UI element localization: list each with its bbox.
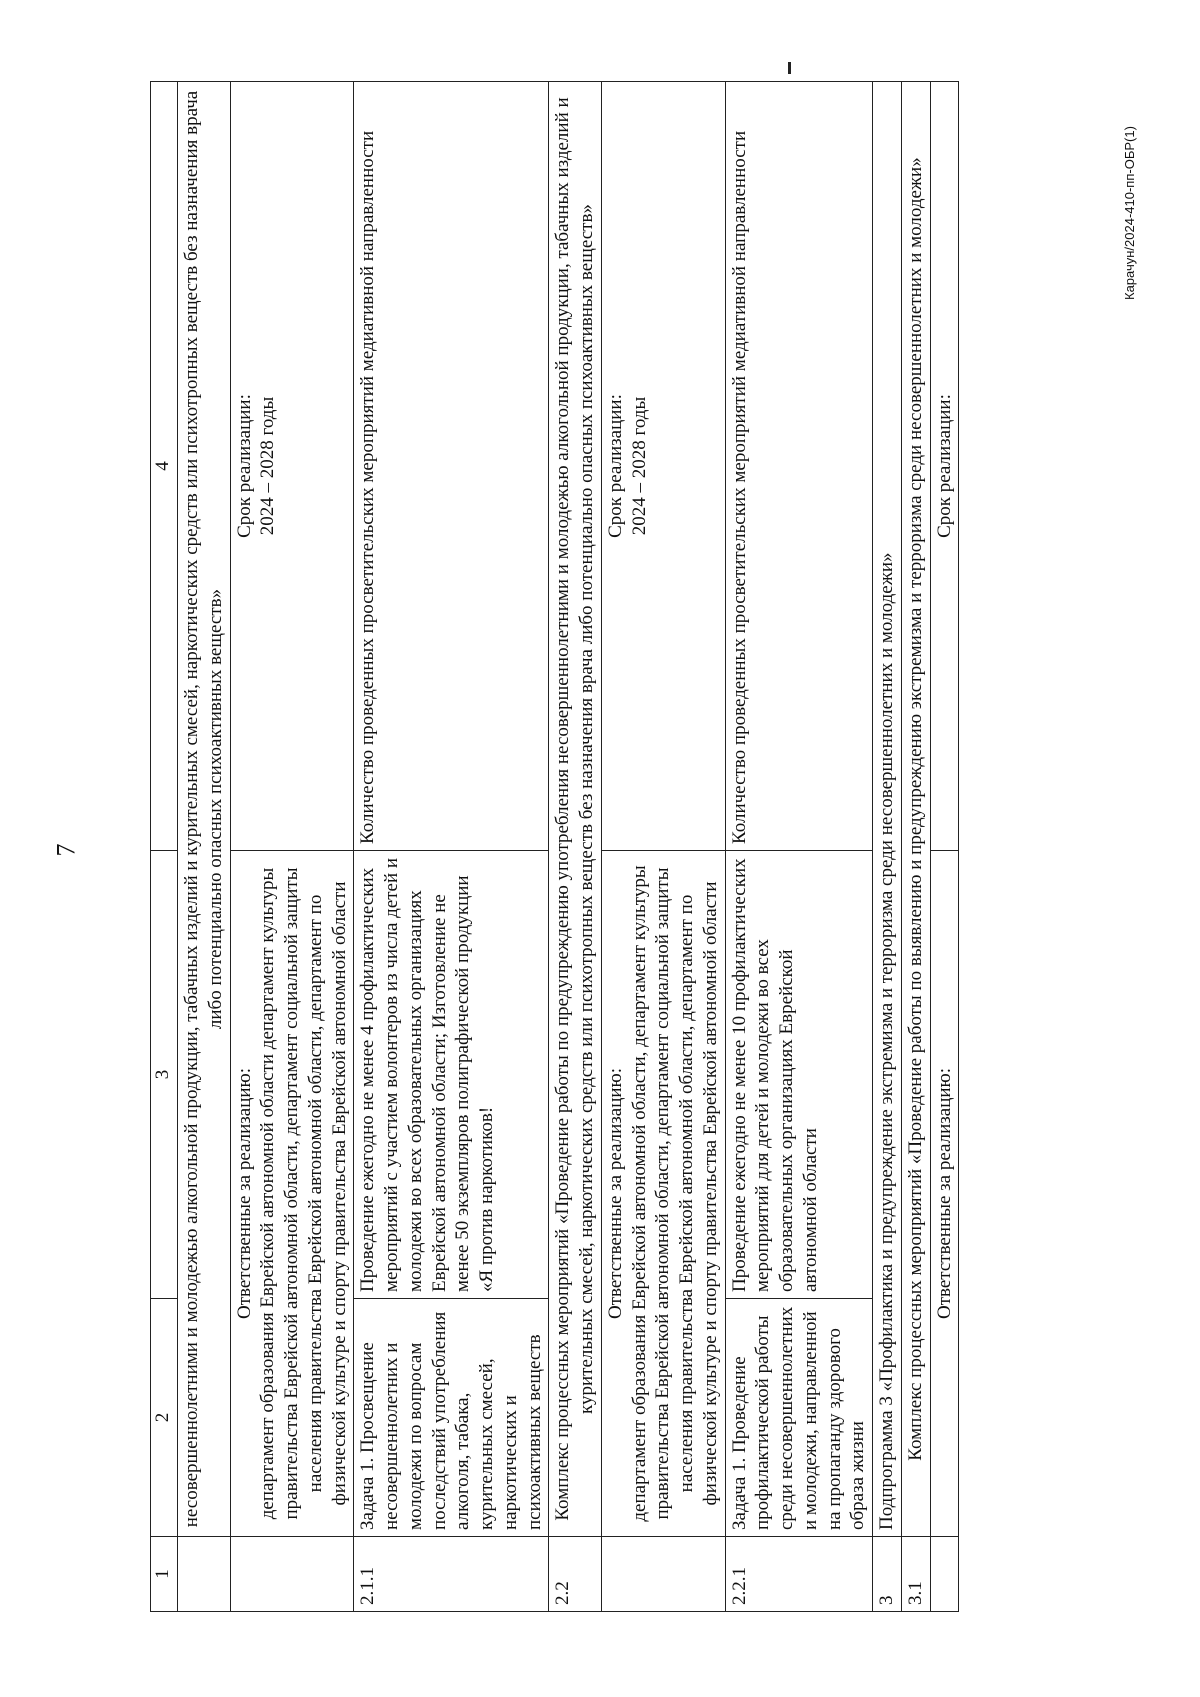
row-number: 3 bbox=[873, 1537, 902, 1612]
term-value: 2024 – 2028 годы bbox=[628, 396, 650, 536]
complex-cell: Комплекс процессных мероприятий «Проведение работы по предупреждению употребления несовершеннолетними и молодежью алкогольной продукции, табачных изделий и курительных смесей, наркотических средств или психотропных веществ без назначения врача либо потенциально опасных психоактивных веществ» bbox=[549, 82, 602, 1537]
term-value: 2024 – 2028 годы bbox=[257, 396, 279, 536]
indicator-cell: Количество проведенных просветительских мероприятий медиативной направленности bbox=[354, 82, 549, 851]
responsible-label: Ответственные за реализацию: bbox=[233, 1067, 255, 1320]
task-cell: Задача 1. Просвещение несовершеннолетних и молодежи по вопросам последствий употребления алкоголя, табака, курительных смесей, наркотических и психоактивных веществ bbox=[354, 1299, 549, 1537]
term-label: Срок реализации: bbox=[233, 394, 255, 538]
term-cell-2 bbox=[601, 82, 725, 851]
indicator-cell: Количество проведенных просветительских мероприятий медиативной направленности bbox=[725, 82, 873, 851]
term-cell-1 bbox=[230, 82, 354, 851]
complex-cell: Комплекс процессных мероприятий «Проведение работы по выявлению и предупреждению экстремизма и терроризма среди несовершеннолетних и молодежи» bbox=[901, 82, 930, 1537]
responsible-cell-2 bbox=[601, 851, 725, 1537]
header-col-3: 3 bbox=[151, 851, 178, 1299]
row-2-1-1 bbox=[354, 82, 549, 1612]
header-row bbox=[151, 82, 178, 1612]
responsible-label: Ответственные за реализацию: bbox=[930, 851, 959, 1537]
responsible-row-2 bbox=[601, 82, 725, 1612]
responsible-label: Ответственные за реализацию: bbox=[604, 1067, 626, 1320]
row-number: 2.2.1 bbox=[725, 1537, 873, 1612]
subprogram-cell: Подпрограмма 3 «Профилактика и предупреждение экстремизма и терроризма среди несовершеннолетних и молодежи» bbox=[873, 82, 902, 1537]
actions-cell: Проведение ежегодно не менее 10 профилактических мероприятий для детей и молодежи во всех образовательных организациях Еврейской автономной области bbox=[725, 851, 873, 1299]
task-cell: Задача 1. Проведение профилактической работы среди несовершеннолетних и молодежи, направленной на пропаганду здорового образа жизни bbox=[725, 1299, 873, 1537]
responsible-cell-1 bbox=[230, 851, 354, 1537]
responsible-row-1 bbox=[230, 82, 354, 1612]
row-2-2 bbox=[549, 82, 602, 1612]
row-number: 2.2 bbox=[549, 1537, 602, 1612]
row-number: 3.1 bbox=[901, 1537, 930, 1612]
term-label: Срок реализации: bbox=[604, 394, 626, 538]
actions-cell: Проведение ежегодно не менее 4 профилактических мероприятий с участием волонтеров из числа детей и молодежи во всех образовательных организациях Еврейской автономной области; Изготовление не менее 50 экземпляров полиграфической продукции «Я против наркотиков! bbox=[354, 851, 549, 1299]
continuation-text: несовершеннолетними и молодежью алкогольной продукции, табачных изделий и курительных смесей, наркотических средств или психотропных веществ без назначения врача либо потенциально опасных психоактивных веществ» bbox=[178, 82, 231, 1537]
footer-document-code: Карачун/2024-410-пп-ОБР(1) bbox=[1122, 126, 1137, 300]
header-col-4: 4 bbox=[151, 82, 178, 851]
header-col-2: 2 bbox=[151, 1299, 178, 1537]
term-label: Срок реализации: bbox=[930, 82, 959, 851]
rotated-table-region bbox=[150, 82, 1080, 1612]
responsible-text: департамент образования Еврейской автономной области департамент культуры правительства Еврейской автономной области, департамент социальной защиты населения правительства Еврейской автономной области, департамент по физической культуре и спорту правительства Еврейской автономной области bbox=[257, 867, 350, 1520]
program-table bbox=[150, 81, 959, 1612]
responsible-text: департамент образования Еврейской автономной области, департамент культуры правительства Еврейской автономной области, департамент социальной защиты населения правительства Еврейской автономной области, департамент по физической культуре и спорту правительства Еврейской автономной области bbox=[628, 865, 721, 1522]
row-number: 2.1.1 bbox=[354, 1537, 549, 1612]
page-number: 7 bbox=[51, 843, 81, 857]
row-3-1 bbox=[901, 82, 930, 1612]
row-2-2-1 bbox=[725, 82, 873, 1612]
row-3 bbox=[873, 82, 902, 1612]
continuation-row bbox=[178, 82, 231, 1612]
scan-mark bbox=[788, 62, 791, 74]
header-col-1: 1 bbox=[151, 1537, 178, 1612]
responsible-row-3 bbox=[930, 82, 959, 1612]
